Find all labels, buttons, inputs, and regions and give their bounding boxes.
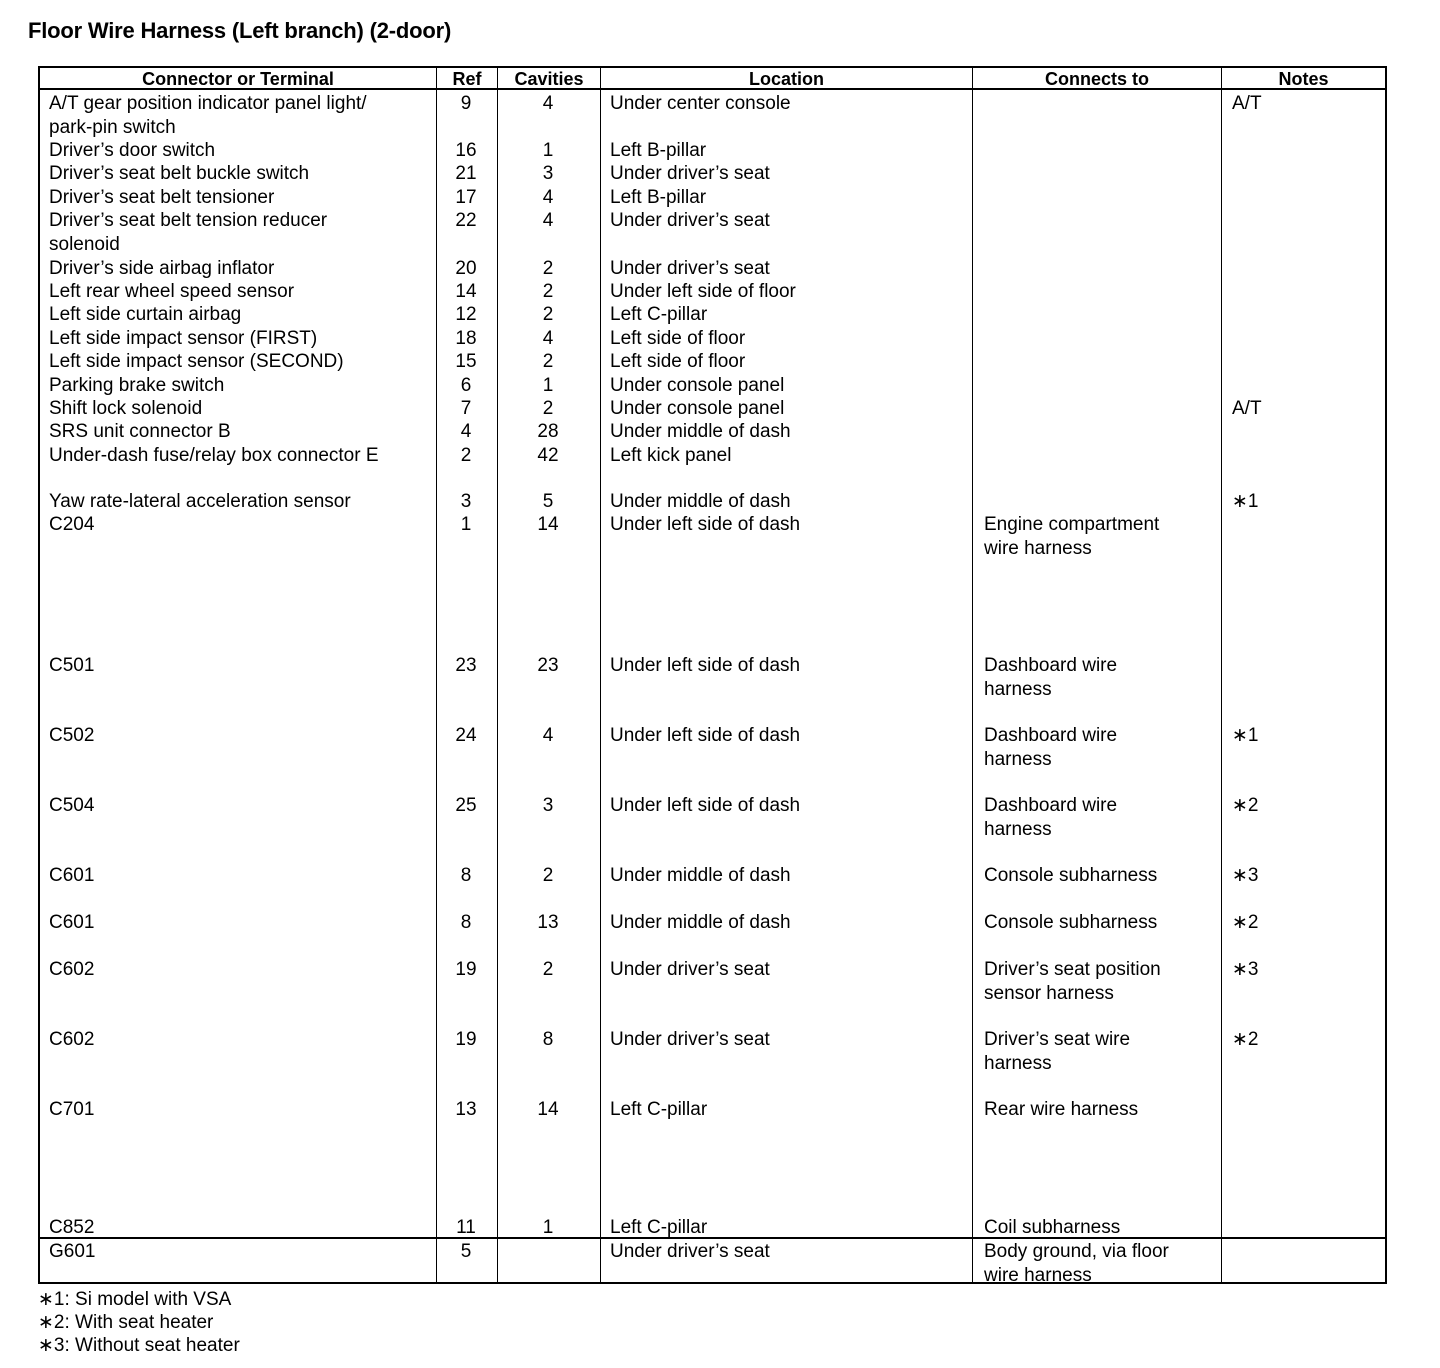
cell-connector: Driver’s side airbag inflator bbox=[49, 258, 275, 279]
header-location: Location bbox=[749, 69, 824, 89]
cell-connector: Driver’s seat belt tensioner bbox=[49, 187, 275, 208]
cell-cavities: 14 bbox=[537, 1099, 559, 1120]
cell-ref: 22 bbox=[455, 210, 477, 231]
footnote: ∗3: Without seat heater bbox=[38, 1335, 240, 1356]
cell-connects: Dashboard wire harness bbox=[984, 725, 1118, 770]
cell-location: Under middle of dash bbox=[610, 865, 791, 886]
cell-cavities: 2 bbox=[542, 959, 554, 980]
cell-cavities: 2 bbox=[542, 258, 554, 279]
cell-connects: Rear wire harness bbox=[984, 1099, 1139, 1120]
cell-location: Left C-pillar bbox=[610, 1099, 708, 1120]
cell-location: Under middle of dash bbox=[610, 491, 791, 512]
cell-location: Under driver’s seat bbox=[610, 210, 770, 231]
cell-cavities: 5 bbox=[542, 491, 554, 512]
cell-connects: Console subharness bbox=[984, 912, 1158, 933]
cell-notes: ∗3 bbox=[1232, 865, 1259, 886]
cell-connector: Driver’s door switch bbox=[49, 140, 216, 161]
cell-ref: 14 bbox=[455, 281, 477, 302]
cell-location: Left kick panel bbox=[610, 445, 732, 466]
cell-notes: ∗2 bbox=[1232, 912, 1259, 933]
cell-connector: Driver’s seat belt buckle switch bbox=[49, 163, 310, 184]
cell-connects: Engine compartment wire harness bbox=[984, 514, 1160, 559]
cell-connector: C504 bbox=[49, 795, 95, 816]
cell-location: Under center console bbox=[610, 93, 791, 114]
cell-cavities: 4 bbox=[542, 210, 554, 231]
column-divider bbox=[1221, 66, 1222, 1284]
cell-connects: Body ground, via floor wire harness bbox=[984, 1241, 1169, 1286]
cell-ref: 7 bbox=[460, 398, 472, 419]
cell-ref: 2 bbox=[460, 445, 472, 466]
cell-notes: A/T bbox=[1232, 398, 1262, 419]
cell-cavities: 14 bbox=[537, 514, 559, 535]
header-connector: Connector or Terminal bbox=[142, 69, 334, 89]
cell-location: Under left side of dash bbox=[610, 655, 801, 676]
cell-connector: C601 bbox=[49, 865, 95, 886]
cell-location: Under left side of dash bbox=[610, 514, 801, 535]
cell-cavities: 2 bbox=[542, 304, 554, 325]
cell-ref: 8 bbox=[460, 912, 472, 933]
cell-connector: C602 bbox=[49, 959, 95, 980]
cell-ref: 23 bbox=[455, 655, 477, 676]
cell-location: Under middle of dash bbox=[610, 421, 791, 442]
cell-notes: ∗3 bbox=[1232, 959, 1259, 980]
cell-cavities: 3 bbox=[542, 163, 554, 184]
cell-cavities: 2 bbox=[542, 281, 554, 302]
cell-connects: Dashboard wire harness bbox=[984, 655, 1118, 700]
cell-cavities: 1 bbox=[542, 1217, 554, 1238]
cell-ref: 9 bbox=[460, 93, 472, 114]
cell-connects: Coil subharness bbox=[984, 1217, 1121, 1238]
cell-ref: 5 bbox=[460, 1241, 472, 1262]
cell-connector: Left side impact sensor (SECOND) bbox=[49, 351, 344, 372]
column-divider bbox=[600, 66, 601, 1284]
cell-cavities: 2 bbox=[542, 865, 554, 886]
cell-connector: C701 bbox=[49, 1099, 95, 1120]
cell-connector: Shift lock solenoid bbox=[49, 398, 203, 419]
cell-location: Under middle of dash bbox=[610, 912, 791, 933]
cell-connector: Driver’s seat belt tension reducer solenoid bbox=[49, 210, 328, 255]
cell-connector: C852 bbox=[49, 1217, 95, 1238]
cell-location: Under console panel bbox=[610, 398, 785, 419]
cell-location: Under left side of dash bbox=[610, 795, 801, 816]
header-cavities: Cavities bbox=[514, 69, 584, 89]
cell-cavities: 1 bbox=[542, 375, 554, 396]
cell-cavities: 4 bbox=[542, 328, 554, 349]
cell-ref: 13 bbox=[455, 1099, 477, 1120]
cell-location: Under left side of floor bbox=[610, 281, 796, 302]
cell-location: Under left side of dash bbox=[610, 725, 801, 746]
cell-ref: 4 bbox=[460, 421, 472, 442]
cell-ref: 16 bbox=[455, 140, 477, 161]
cell-ref: 19 bbox=[455, 959, 477, 980]
cell-connector: Left side curtain airbag bbox=[49, 304, 242, 325]
cell-connector: Under-dash fuse/relay box connector E bbox=[49, 445, 379, 466]
cell-ref: 12 bbox=[455, 304, 477, 325]
cell-connector: C602 bbox=[49, 1029, 95, 1050]
header-ref: Ref bbox=[452, 69, 482, 89]
cell-cavities: 3 bbox=[542, 795, 554, 816]
cell-ref: 19 bbox=[455, 1029, 477, 1050]
cell-location: Left side of floor bbox=[610, 351, 746, 372]
cell-cavities: 2 bbox=[542, 398, 554, 419]
header-connects-to: Connects to bbox=[1044, 69, 1149, 89]
cell-cavities: 42 bbox=[537, 445, 559, 466]
cell-connector: Parking brake switch bbox=[49, 375, 225, 396]
cell-location: Left C-pillar bbox=[610, 1217, 708, 1238]
cell-ref: 24 bbox=[455, 725, 477, 746]
cell-ref: 8 bbox=[460, 865, 472, 886]
cell-connects: Driver’s seat wire harness bbox=[984, 1029, 1131, 1074]
cell-ref: 18 bbox=[455, 328, 477, 349]
page-title: Floor Wire Harness (Left branch) (2-door) bbox=[28, 18, 452, 43]
cell-connector: C601 bbox=[49, 912, 95, 933]
cell-notes: ∗1 bbox=[1232, 491, 1259, 512]
cell-ref: 11 bbox=[456, 1217, 476, 1238]
cell-cavities: 4 bbox=[542, 187, 554, 208]
cell-cavities: 1 bbox=[542, 140, 554, 161]
cell-location: Under driver’s seat bbox=[610, 163, 770, 184]
cell-connector: Left side impact sensor (FIRST) bbox=[49, 328, 318, 349]
cell-location: Under driver’s seat bbox=[610, 1241, 770, 1262]
cell-ref: 3 bbox=[460, 491, 472, 512]
cell-connector: C501 bbox=[49, 655, 95, 676]
cell-ref: 17 bbox=[455, 187, 477, 208]
cell-cavities: 8 bbox=[542, 1029, 554, 1050]
cell-cavities: 23 bbox=[537, 655, 559, 676]
footnote: ∗2: With seat heater bbox=[38, 1312, 214, 1333]
cell-connects: Dashboard wire harness bbox=[984, 795, 1118, 840]
cell-location: Left B-pillar bbox=[610, 187, 707, 208]
cell-connector: G601 bbox=[49, 1241, 96, 1262]
cell-cavities: 28 bbox=[537, 421, 559, 442]
cell-location: Under driver’s seat bbox=[610, 1029, 770, 1050]
cell-notes: ∗1 bbox=[1232, 725, 1259, 746]
header-notes: Notes bbox=[1278, 69, 1329, 89]
cell-cavities: 2 bbox=[542, 351, 554, 372]
cell-connector: SRS unit connector B bbox=[49, 421, 231, 442]
cell-ref: 1 bbox=[460, 514, 472, 535]
cell-connects: Driver’s seat position sensor harness bbox=[984, 959, 1161, 1004]
cell-location: Under driver’s seat bbox=[610, 959, 770, 980]
cell-notes: ∗2 bbox=[1232, 795, 1259, 816]
cell-ref: 21 bbox=[455, 163, 477, 184]
cell-cavities: 4 bbox=[542, 725, 554, 746]
cell-location: Left C-pillar bbox=[610, 304, 708, 325]
cell-connector: C502 bbox=[49, 725, 95, 746]
cell-location: Under driver’s seat bbox=[610, 258, 770, 279]
cell-connects: Console subharness bbox=[984, 865, 1158, 886]
cell-connector: C204 bbox=[49, 514, 95, 535]
cell-cavities: 4 bbox=[542, 93, 554, 114]
cell-ref: 6 bbox=[460, 375, 472, 396]
cell-connector: Left rear wheel speed sensor bbox=[49, 281, 295, 302]
cell-ref: 15 bbox=[455, 351, 477, 372]
cell-notes: ∗2 bbox=[1232, 1029, 1259, 1050]
cell-location: Left B-pillar bbox=[610, 140, 707, 161]
cell-connector: Yaw rate-lateral acceleration sensor bbox=[49, 491, 351, 512]
cell-location: Left side of floor bbox=[610, 328, 746, 349]
cell-ref: 25 bbox=[455, 795, 477, 816]
footnote: ∗1: Si model with VSA bbox=[38, 1289, 232, 1310]
cell-ref: 20 bbox=[455, 258, 477, 279]
cell-notes: A/T bbox=[1232, 93, 1262, 114]
cell-connector: A/T gear position indicator panel light/ park-pin switch bbox=[49, 93, 367, 138]
cell-cavities: 13 bbox=[537, 912, 559, 933]
cell-location: Under console panel bbox=[610, 375, 785, 396]
column-divider bbox=[972, 66, 973, 1284]
